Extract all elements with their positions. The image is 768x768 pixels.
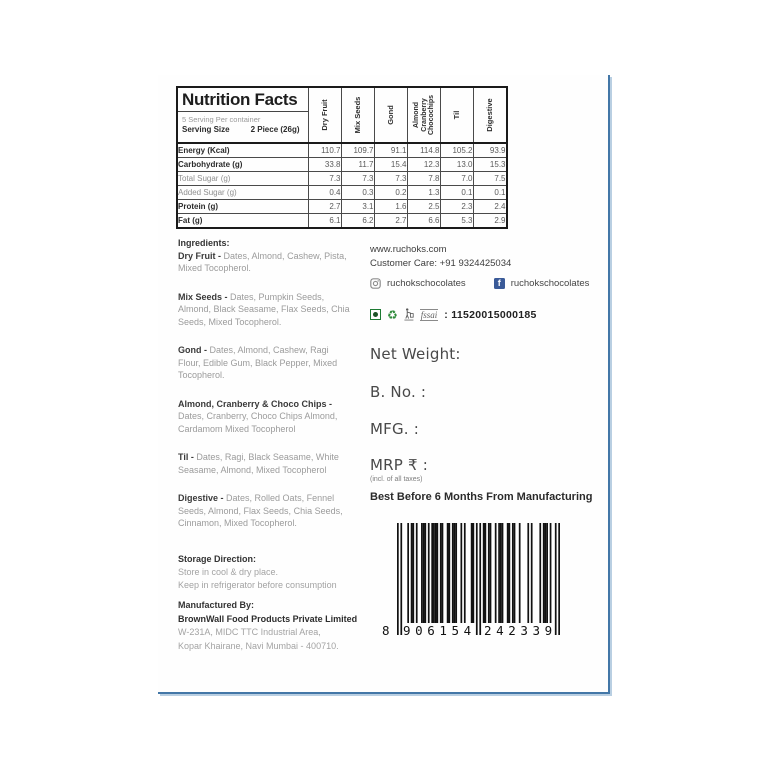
storage-line: Store in cool & dry place. bbox=[178, 567, 279, 577]
table-cell: 91.1 bbox=[374, 143, 407, 158]
barcode-digits-right: 242339 bbox=[484, 623, 557, 638]
ingredient-text: Dates, Pumpkin Seeds, Almond, Black Seasame, Flax Seeds, Chia Seeds, Mixed Tocopherol. bbox=[178, 291, 350, 327]
table-cell: 0.4 bbox=[308, 186, 341, 200]
ingredient-text: Dates, Cranberry, Choco Chips Almond, Cardamom Mixed Tocopherol bbox=[178, 411, 338, 434]
table-cell: 109.7 bbox=[341, 143, 374, 158]
table-cell: 93.9 bbox=[473, 143, 507, 158]
table-cell: 0.1 bbox=[473, 186, 507, 200]
table-cell: 3.1 bbox=[341, 200, 374, 214]
facebook-icon: f bbox=[494, 278, 505, 289]
ingredient-name: Dry Fruit - bbox=[178, 250, 222, 261]
table-cell: 7.3 bbox=[308, 172, 341, 186]
ingredient-text: Dates, Almond, Cashew, Ragi Flour, Edible Gum, Black Pepper, Mixed Tocopherol. bbox=[178, 345, 338, 380]
nutrition-facts-title: Nutrition Facts bbox=[178, 88, 308, 112]
table-header-row bbox=[177, 87, 507, 143]
table-cell: 7.5 bbox=[473, 172, 507, 186]
table-cell: 2.7 bbox=[308, 200, 341, 214]
label-page bbox=[158, 75, 610, 694]
table-cell: 2.5 bbox=[407, 200, 440, 214]
instagram-handle-group bbox=[370, 278, 466, 289]
facebook-handle-group bbox=[494, 278, 590, 289]
barcode-digits-left: 906154 bbox=[403, 623, 476, 638]
manufacturer-address-line: W-231A, MIDC TTC Industrial Area, bbox=[178, 627, 321, 637]
ingredient-name: Digestive - bbox=[178, 493, 224, 503]
table-cell: 110.7 bbox=[308, 143, 341, 158]
table-cell: 13.0 bbox=[440, 158, 473, 172]
table-cell: 1.6 bbox=[374, 200, 407, 214]
table-cell: 114.8 bbox=[407, 143, 440, 158]
table-cell: 6.6 bbox=[407, 214, 440, 229]
serving-size-value: 2 Piece (26g) bbox=[250, 125, 300, 134]
ingredient-text: Dates, Rolled Oats, Fennel Seeds, Almond, Flax Seeds, Chia Seeds, Cinnamon, Mixed Tocopherol. bbox=[178, 493, 343, 528]
recycle-icon: ♻ bbox=[387, 307, 398, 322]
row-label: Added Sugar (g) bbox=[177, 186, 308, 200]
table-cell: 2.9 bbox=[473, 214, 507, 229]
table-cell: 105.2 bbox=[440, 143, 473, 158]
veg-mark-icon bbox=[370, 309, 381, 320]
row-label: Fat (g) bbox=[177, 214, 308, 229]
table-row-total-sugar bbox=[177, 172, 507, 186]
instagram-icon bbox=[370, 278, 381, 289]
ingredients-section bbox=[178, 237, 350, 546]
fssai-logo: fssai bbox=[420, 309, 438, 320]
ingredient-text: Dates, Ragi, Black Seasame, White Seasame, Almond, Mixed Tocopherol bbox=[178, 452, 339, 475]
facebook-handle: ruchokschocolates bbox=[510, 278, 590, 289]
column-header-label: Gond bbox=[385, 105, 395, 125]
column-header-label: Almond Cranberry Chocochips bbox=[412, 94, 435, 136]
contact-section bbox=[370, 243, 511, 271]
fssai-number: : 11520015000185 bbox=[444, 308, 537, 321]
table-cell: 15.3 bbox=[473, 158, 507, 172]
ingredient-almond-cranberry-choco-chips bbox=[178, 398, 350, 436]
table-cell: 15.4 bbox=[374, 158, 407, 172]
ingredients-heading: Ingredients: bbox=[178, 238, 230, 248]
table-cell: 1.3 bbox=[407, 186, 440, 200]
column-header-label: Mix Seeds bbox=[352, 96, 362, 134]
ingredient-gond bbox=[178, 344, 350, 382]
ingredient-mix-seeds bbox=[178, 291, 350, 329]
mrp-field: MRP ₹ : bbox=[370, 456, 428, 474]
ingredient-dry-fruit bbox=[178, 250, 350, 275]
manufacturer-heading: Manufactured By: bbox=[178, 600, 255, 610]
nutrition-facts-table bbox=[176, 86, 508, 229]
website-url: www.ruchoks.com bbox=[370, 244, 447, 255]
column-header-almond-cranberry-chocochips bbox=[407, 87, 440, 143]
table-cell: 2.3 bbox=[440, 200, 473, 214]
column-header-label: Dry Fruit bbox=[319, 99, 329, 131]
table-cell: 7.3 bbox=[341, 172, 374, 186]
table-cell: 6.2 bbox=[341, 214, 374, 229]
instagram-handle: ruchokschocolates bbox=[387, 278, 466, 289]
row-label: Protein (g) bbox=[177, 200, 308, 214]
table-cell: 0.1 bbox=[440, 186, 473, 200]
table-cell: 5.3 bbox=[440, 214, 473, 229]
mfg-date-field: MFG. : bbox=[370, 420, 419, 438]
table-cell: 6.1 bbox=[308, 214, 341, 229]
customer-care-line: Customer Care: +91 9324425034 bbox=[370, 258, 512, 269]
batch-no-field: B. No. : bbox=[370, 383, 427, 401]
row-label: Carbohydrate (g) bbox=[177, 158, 308, 172]
ingredient-name: Almond, Cranberry & Choco Chips - bbox=[178, 398, 333, 409]
storage-heading: Storage Direction: bbox=[178, 554, 257, 564]
row-label: Total Sugar (g) bbox=[177, 172, 308, 186]
table-row-carbohydrate bbox=[177, 158, 507, 172]
table-cell: 12.3 bbox=[407, 158, 440, 172]
tax-note: (incl. of all taxes) bbox=[370, 476, 423, 483]
column-header-til bbox=[440, 87, 473, 143]
manufacturer-address-line: Kopar Khairane, Navi Mumbai - 400710. bbox=[178, 640, 339, 651]
table-cell: 2.7 bbox=[374, 214, 407, 229]
ingredient-text: Dates, Almond, Cashew, Pista, Mixed Tocopherol. bbox=[178, 250, 347, 273]
manufacturer-section bbox=[178, 599, 388, 653]
table-cell: 2.4 bbox=[473, 200, 507, 214]
ingredient-digestive bbox=[178, 492, 350, 530]
table-cell: 0.3 bbox=[341, 186, 374, 200]
table-row-energy bbox=[177, 143, 507, 158]
table-cell: 0.2 bbox=[374, 186, 407, 200]
table-row-fat bbox=[177, 214, 507, 229]
tidyman-icon bbox=[404, 308, 414, 321]
barcode-digit-first: 8 bbox=[382, 623, 390, 638]
table-cell: 11.7 bbox=[341, 158, 374, 172]
table-cell: 7.8 bbox=[407, 172, 440, 186]
table-row-protein bbox=[177, 200, 507, 214]
nutrition-title-cell bbox=[177, 87, 308, 143]
social-handles bbox=[370, 278, 589, 289]
ingredient-til bbox=[178, 451, 350, 476]
column-header-label: Digestive bbox=[484, 98, 494, 132]
storage-line: Keep in refrigerator before consumption bbox=[178, 580, 337, 590]
manufacturer-name: BrownWall Food Products Private Limited bbox=[178, 613, 358, 624]
serving-size-label: Serving Size bbox=[182, 125, 230, 134]
servings-per-container: 5 Serving Per container bbox=[182, 115, 261, 124]
table-cell: 33.8 bbox=[308, 158, 341, 172]
net-weight-field: Net Weight: bbox=[370, 345, 461, 363]
table-cell: 7.0 bbox=[440, 172, 473, 186]
column-header-gond bbox=[374, 87, 407, 143]
storage-direction-section bbox=[178, 553, 383, 592]
regulatory-row bbox=[370, 308, 537, 321]
ingredient-name: Gond - bbox=[178, 345, 207, 355]
column-header-label: Til bbox=[451, 110, 461, 120]
ingredient-name: Mix Seeds - bbox=[178, 291, 228, 302]
column-header-digestive bbox=[473, 87, 507, 143]
ingredient-name: Til - bbox=[178, 452, 194, 462]
best-before-text: Best Before 6 Months From Manufacturing bbox=[370, 491, 593, 503]
column-header-dry-fruit bbox=[308, 87, 341, 143]
table-row-added-sugar bbox=[177, 186, 507, 200]
column-header-mix-seeds bbox=[341, 87, 374, 143]
table-cell: 7.3 bbox=[374, 172, 407, 186]
ean13-barcode bbox=[380, 523, 570, 645]
serving-size-row bbox=[178, 124, 308, 134]
barcode-bars bbox=[397, 523, 560, 635]
row-label: Energy (Kcal) bbox=[177, 143, 308, 158]
